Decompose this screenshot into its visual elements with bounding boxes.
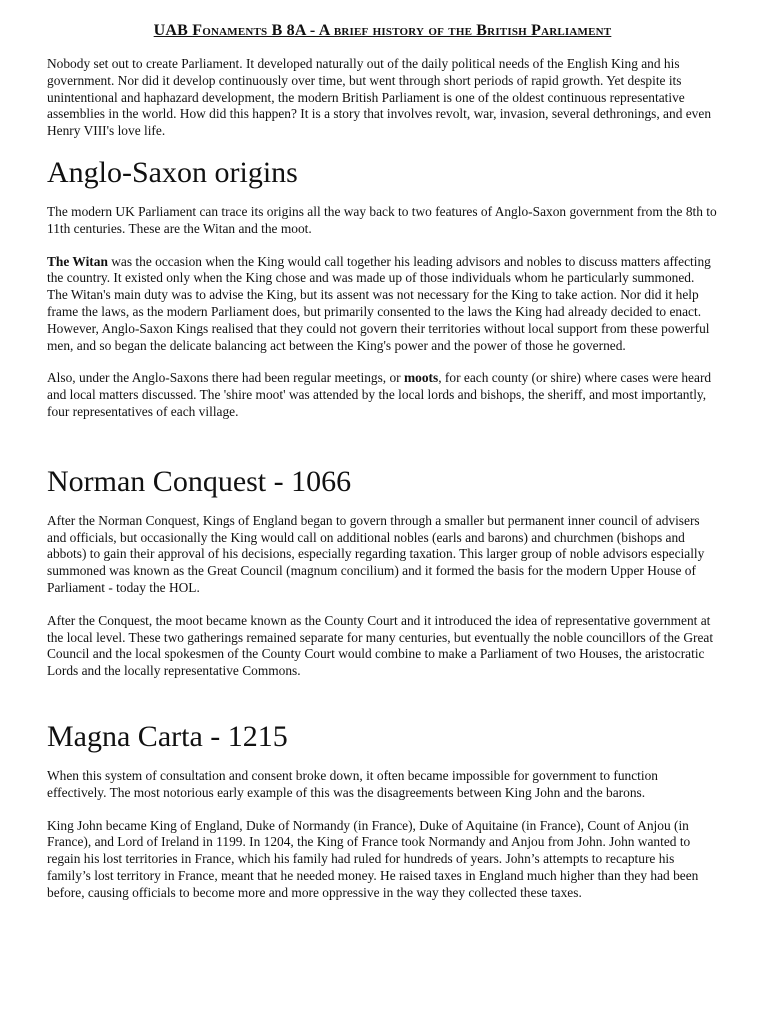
magna-paragraph-2: King John became King of England, Duke of Normandy (in France), Duke of Aquitaine (in France), Count of Anjou (in France), and Lord of Ireland in 1199. In 1204, the King of France took Normandy and Anjou from John. John wanted to regain his lost territories in France, which his family had ruled for hundreds of years. John’s attempts to recapture his family’s lost territory in France, meant that he needed money. He raised taxes in England much higher than they had been before, causing officials to become more and more oppressive in the way they collected these taxes. [47, 817, 699, 900]
magna-paragraph-1: When this system of consultation and consent broke down, it often became impossible for government to function effectively. The most notorious early example of this was the disagreements between King John and the barons. [47, 767, 658, 800]
section-heading-magna-carta: Magna Carta - 1215 [47, 719, 288, 753]
moots-text-rest: , for each county (or shire) where cases were heard and local matters discussed. The 'shire moot' was attended by the local lords and bishops, the sheriff, and most importantly, four representatives of each village. [47, 370, 712, 419]
anglo-paragraph-moots [47, 370, 718, 420]
norman-paragraph-2: After the Conquest, the moot became known as the County Court and it introduced the idea of representative government at the local level. These two gatherings remained separate for many centuries, but eventually the noble councillors of the Great Council and the local spokesmen of the County Court would combine to make a Parliament of two Houses, the aristocratic Lords and the locally representative Commons. [47, 612, 714, 679]
norman-paragraph-1: After the Norman Conquest, Kings of England began to govern through a smaller but permanent inner council of advisers and officials, but occasionally the King would call on additional nobles (earls and barons) and churchmen (bishops and abbots) to gain their approval of his decisions, especially regarding taxation. This larger group of noble advisors especially summoned was known as the Great Council (magnum concilium) and it formed the basis for the modern Upper House of Parliament - today the HOL. [47, 512, 705, 595]
section-heading-anglo-saxon: Anglo-Saxon origins [47, 155, 298, 189]
witan-term: The Witan [47, 253, 108, 269]
anglo-paragraph-witan [47, 254, 718, 355]
witan-text: was the occasion when the King would call together his leading advisors and nobles to discuss matters affecting the country. It existed only when the King chose and was made up of those individuals whom he particularly summoned. The Witan's main duty was to advise the King, but its assent was not necessary for the King to take action. Nor did it help frame the laws, as the modern Parliament does, but primarily consented to the laws the King had already decided to enact. However, Anglo-Saxon Kings realised that they could not govern their territories without local support from these powerful men, and so began the delicate balancing act between the King's power and the power of those he governed. [47, 253, 711, 353]
anglo-paragraph-1: The modern UK Parliament can trace its origins all the way back to two features of Anglo-Saxon government from the 8th to 11th centuries. These are the Witan and the moot. [47, 203, 717, 236]
intro-paragraph: Nobody set out to create Parliament. It developed naturally out of the daily political needs of the English King and his government. Nor did it develop continuously over time, but went through short periods of rapid growth. Yet despite its unintentional and haphazard development, the modern British Parliament is one of the oldest continuous representative assemblies in the world. How did this happen? It is a story that involves revolt, war, invasion, several dethronings, and even Henry VIII's love life. [47, 56, 712, 139]
document-title: UAB Fonaments B 8A - A brief history of the British Parliament [153, 22, 612, 39]
section-heading-norman-conquest: Norman Conquest - 1066 [47, 464, 352, 498]
moots-term: moots [404, 370, 439, 386]
moots-text-start: Also, under the Anglo-Saxons there had been regular meetings, or [47, 370, 404, 386]
